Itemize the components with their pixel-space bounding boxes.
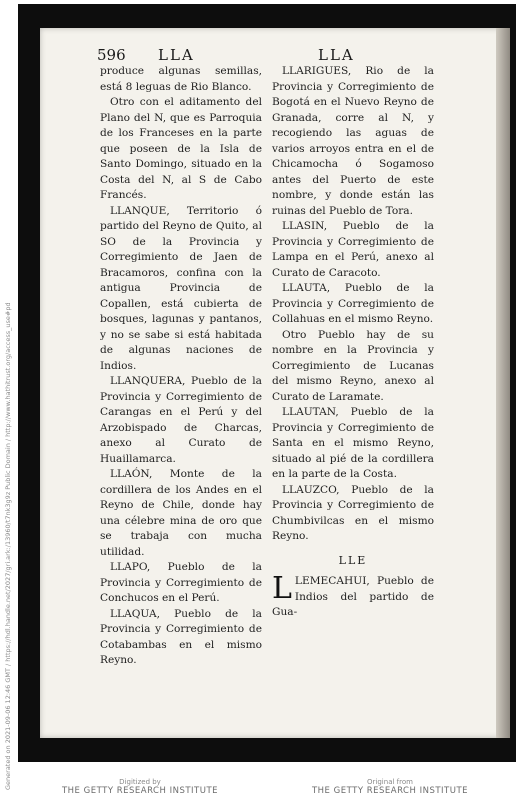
- entry-paragraph: LLAPO, Pueblo de la Provincia y Corregimiento de Conchucos en el Perú.: [100, 561, 262, 604]
- footer-lead: Original from: [367, 778, 413, 786]
- entry-paragraph: LLAUTA, Pueblo de la Provincia y Corregimiento de Collahuas en el mismo Reyno.: [272, 282, 434, 325]
- footer-original: [280, 778, 500, 796]
- entry-paragraph: LLARIGUES, Rio de la Provincia y Corregimiento de Bogotá en el Nuevo Reyno de Granada, corre al N, y recogiendo las aguas de varios arroyos entra en el de Chicamocha ó Sogamoso antes del Puerto de este nombre, y donde están las ruinas del Pueblo de Tora.: [272, 65, 434, 217]
- entry-paragraph: Otro con el aditamento del Plano del N, que es Parroquia de los Franceses en la parte que poseen de la Isla de Santo Domingo, situado en la Costa del N, al S de Cabo Francés.: [100, 96, 262, 201]
- entry-paragraph: LLASIN, Pueblo de la Provincia y Corregimiento de Lampa en el Perú, anexo al Curato de Caracoto.: [272, 220, 434, 279]
- left-column: [100, 64, 262, 669]
- page-edge: [496, 28, 510, 738]
- footer-digitized: [30, 778, 250, 796]
- entry-paragraph: LLAUTAN, Pueblo de la Provincia y Corregimiento de Santa en el mismo Reyno, situado al pié de la cordillera en la parte de la Costa.: [272, 406, 434, 480]
- hathitrust-watermark: Generated on 2021-09-06 12:46 GMT / https://hdl.handle.net/2027/gri.ark:/13960/t7nk3g9z Public Domain / http://www.hathitrust.org/access_use#pd: [4, 302, 12, 790]
- entry-paragraph: [272, 571, 434, 621]
- section-heading: LLE: [338, 553, 368, 567]
- entry-paragraph: LLAQUA, Pueblo de la Provincia y Corregimiento de Cotabambas en el mismo Reyno.: [100, 607, 262, 666]
- page-number: 596: [97, 46, 126, 64]
- footer-lead: Digitized by: [119, 778, 161, 786]
- entry-paragraph: produce algunas semillas, está 8 leguas de Rio Blanco.: [100, 65, 262, 93]
- entry-paragraph: LLAÓN, Monte de la cordillera de los Andes en el Reyno de Chile, donde hay una célebre mina de oro que se trabaja con mucha utilidad.: [100, 468, 262, 558]
- footer-institution: THE GETTY RESEARCH INSTITUTE: [311, 786, 469, 796]
- entry-paragraph: LLANQUE, Territorio ó partido del Reyno de Quito, al SO de la Provincia y Corregimiento de Jaen de Bracamoros, confina con la antigua Provincia de Copallen, está cubierta de bosques, lagunas y pantanos, y no se sabe si está habitada de algunas naciones de Indios.: [100, 204, 262, 372]
- entry-paragraph: LLAUZCO, Pueblo de la Provincia y Corregimiento de Chumbivilcas en el mismo Reyno.: [272, 483, 434, 542]
- footer-institution: THE GETTY RESEARCH INSTITUTE: [61, 786, 219, 796]
- drop-cap: L: [272, 571, 292, 606]
- running-head-left: LLA: [158, 46, 195, 64]
- entry-text: LEMECAHUI, Pueblo de Indios del partido de Gua-: [272, 575, 434, 618]
- right-column: [272, 64, 434, 621]
- entry-paragraph: LLANQUERA, Pueblo de la Provincia y Corregimiento de Carangas en el Perú y del Arzobispado de Charcas, anexo al Curato de Huaillamarca.: [100, 375, 262, 465]
- running-head-right: LLA: [318, 46, 355, 64]
- entry-paragraph: Otro Pueblo hay de su nombre en la Provincia y Corregimiento de Lucanas del mismo Reyno, anexo al Curato de Laramate.: [272, 328, 434, 403]
